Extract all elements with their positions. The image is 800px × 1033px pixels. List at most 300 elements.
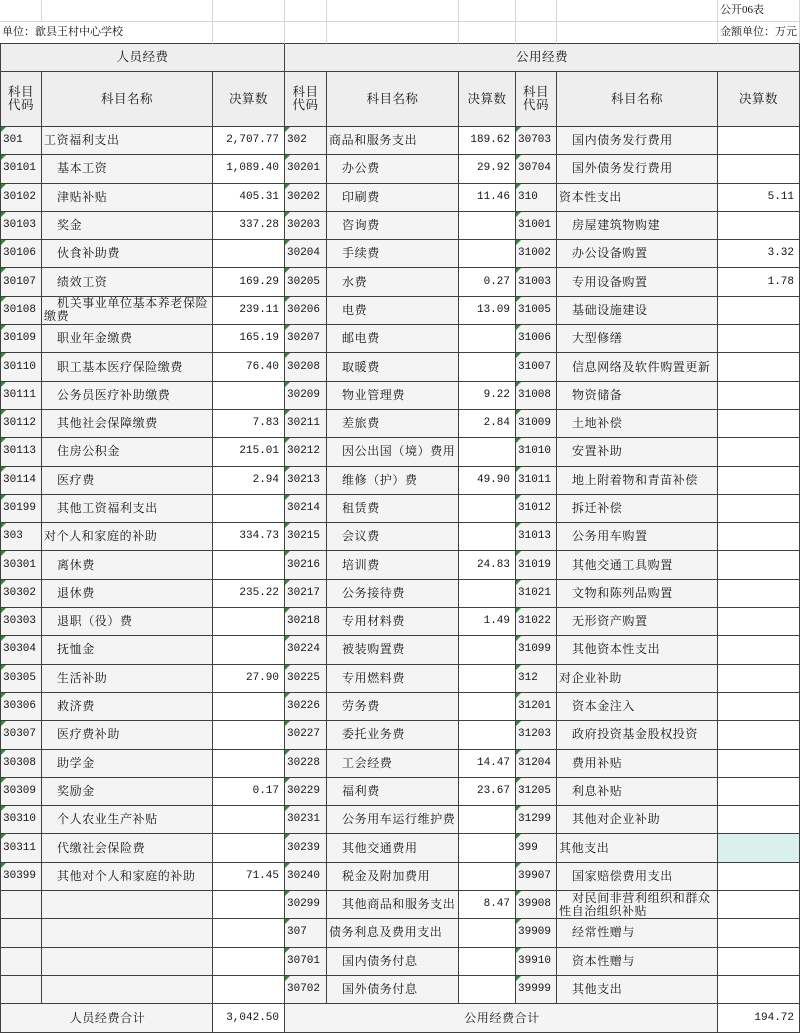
public-a-subject-code-cell[interactable] <box>285 382 327 410</box>
public-b-amount[interactable] <box>718 325 800 353</box>
personnel-amount[interactable]: 165.19 <box>213 325 285 353</box>
personnel-subject-name[interactable]: 助学金 <box>42 750 213 778</box>
public-a-subject-code-cell[interactable] <box>285 410 327 438</box>
public-b-subject-code-cell[interactable] <box>516 184 557 212</box>
public-a-subject-code-cell[interactable] <box>285 721 327 749</box>
empty-cell[interactable] <box>213 22 285 44</box>
public-b-subject-code-cell[interactable] <box>516 155 557 183</box>
public-b-subject-name[interactable]: 费用补贴 <box>557 750 718 778</box>
public-b-subject-code-cell[interactable] <box>516 212 557 240</box>
public-a-subject-name[interactable]: 专用燃料费 <box>327 665 459 693</box>
public-b-subject-code-cell[interactable] <box>516 750 557 778</box>
personnel-subject-name[interactable]: 生活补助 <box>42 665 213 693</box>
public-a-amount[interactable]: 9.22 <box>459 382 516 410</box>
public-a-amount[interactable] <box>459 806 516 834</box>
personnel-subject-name[interactable]: 退职（役）费 <box>42 608 213 636</box>
personnel-amount[interactable]: 239.11 <box>213 297 285 325</box>
public-b-subject-code-cell[interactable] <box>516 240 557 268</box>
table-number[interactable]: 公开06表 <box>718 0 800 22</box>
personnel-subject-code-cell[interactable] <box>0 636 42 664</box>
personnel-amount[interactable]: 0.17 <box>213 778 285 806</box>
public-b-amount[interactable] <box>718 665 800 693</box>
empty-cell[interactable] <box>285 22 327 44</box>
public-b-subject-name[interactable]: 无形资产购置 <box>557 608 718 636</box>
public-b-amount[interactable] <box>718 750 800 778</box>
empty-cell[interactable] <box>0 0 42 22</box>
personnel-amount[interactable] <box>213 382 285 410</box>
public-b-amount[interactable] <box>718 891 800 919</box>
personnel-subject-code-cell[interactable] <box>0 410 42 438</box>
personnel-subject-code-cell[interactable] <box>0 155 42 183</box>
personnel-subject-code-cell[interactable] <box>0 551 42 579</box>
personnel-subject-code-cell[interactable] <box>0 580 42 608</box>
public-a-amount-header[interactable]: 决算数 <box>459 72 516 127</box>
public-b-subject-code-cell[interactable] <box>516 948 557 976</box>
public-a-subject-code-cell[interactable] <box>285 240 327 268</box>
public-a-amount[interactable] <box>459 325 516 353</box>
public-b-subject-code-cell[interactable] <box>516 438 557 466</box>
public-b-subject-code-cell[interactable] <box>516 297 557 325</box>
public-a-amount[interactable]: 0.27 <box>459 268 516 296</box>
personnel-subject-name[interactable]: 奖励金 <box>42 778 213 806</box>
empty-cell[interactable] <box>327 0 459 22</box>
public-b-subject-name[interactable]: 政府投资基金股权投资 <box>557 721 718 749</box>
public-b-amount[interactable] <box>718 948 800 976</box>
public-b-amount[interactable] <box>718 721 800 749</box>
public-a-subject-code-cell[interactable] <box>285 438 327 466</box>
public-a-amount[interactable] <box>459 523 516 551</box>
currency-unit[interactable]: 金额单位：万元 <box>718 22 800 44</box>
personnel-subject-name[interactable]: 个人农业生产补贴 <box>42 806 213 834</box>
public-a-subject-code-cell[interactable] <box>285 551 327 579</box>
personnel-subject-name[interactable]: 医疗费补助 <box>42 721 213 749</box>
public-b-subject-name[interactable]: 基础设施建设 <box>557 297 718 325</box>
public-a-amount[interactable]: 189.62 <box>459 127 516 155</box>
public-a-amount[interactable]: 2.84 <box>459 410 516 438</box>
public-b-amount[interactable] <box>718 834 800 862</box>
public-b-subject-name[interactable]: 资本金注入 <box>557 693 718 721</box>
public-b-subject-name[interactable]: 专用设备购置 <box>557 268 718 296</box>
public-b-subject-name[interactable]: 其他资本性支出 <box>557 636 718 664</box>
public-b-amount[interactable] <box>718 551 800 579</box>
public-a-subject-name[interactable]: 培训费 <box>327 551 459 579</box>
public-b-subject-name[interactable]: 物资储备 <box>557 382 718 410</box>
public-a-amount[interactable] <box>459 693 516 721</box>
personnel-amount[interactable]: 215.01 <box>213 438 285 466</box>
public-a-subject-code-cell[interactable] <box>285 976 327 1004</box>
public-b-amount[interactable] <box>718 806 800 834</box>
public-b-subject-name[interactable]: 房屋建筑物购建 <box>557 212 718 240</box>
public-a-amount[interactable] <box>459 212 516 240</box>
public-b-amount[interactable]: 1.78 <box>718 268 800 296</box>
public-a-subject-name[interactable]: 会议费 <box>327 523 459 551</box>
personnel-subject-code-cell[interactable] <box>0 919 42 947</box>
public-b-amount[interactable] <box>718 580 800 608</box>
personnel-subject-code-cell[interactable] <box>0 806 42 834</box>
public-b-subject-code-cell[interactable] <box>516 636 557 664</box>
public-a-amount[interactable] <box>459 863 516 891</box>
public-a-subject-code-cell[interactable] <box>285 155 327 183</box>
public-a-subject-code-cell[interactable] <box>285 636 327 664</box>
public-b-subject-code-cell[interactable] <box>516 806 557 834</box>
public-b-subject-name[interactable]: 对企业补助 <box>557 665 718 693</box>
personnel-subject-code-cell[interactable] <box>0 382 42 410</box>
public-a-amount[interactable] <box>459 580 516 608</box>
public-a-subject-code-cell[interactable] <box>285 919 327 947</box>
personnel-amount[interactable]: 71.45 <box>213 863 285 891</box>
public-b-subject-name[interactable]: 大型修缮 <box>557 325 718 353</box>
public-b-subject-name[interactable]: 公务用车购置 <box>557 523 718 551</box>
public-b-subject-code-cell[interactable] <box>516 721 557 749</box>
personnel-subject-name[interactable] <box>42 919 213 947</box>
public-a-amount[interactable]: 11.46 <box>459 184 516 212</box>
personnel-amount[interactable] <box>213 721 285 749</box>
personnel-amount[interactable]: 235.22 <box>213 580 285 608</box>
personnel-amount[interactable]: 2,707.77 <box>213 127 285 155</box>
public-b-subject-code-cell[interactable] <box>516 127 557 155</box>
public-total-label[interactable]: 公用经费合计 <box>285 1004 718 1033</box>
personnel-subject-name[interactable] <box>42 891 213 919</box>
public-b-amount[interactable] <box>718 919 800 947</box>
public-b-amount[interactable] <box>718 212 800 240</box>
personnel-subject-code-cell[interactable] <box>0 721 42 749</box>
public-b-amount[interactable] <box>718 155 800 183</box>
public-a-amount[interactable] <box>459 438 516 466</box>
personnel-amount[interactable] <box>213 976 285 1004</box>
section-personnel-header[interactable]: 人员经费 <box>0 44 285 72</box>
public-a-subject-name[interactable]: 工会经费 <box>327 750 459 778</box>
public-b-amount[interactable] <box>718 636 800 664</box>
public-a-subject-code-cell[interactable] <box>285 184 327 212</box>
public-b-amount-header[interactable]: 决算数 <box>718 72 800 127</box>
public-b-subject-name[interactable]: 资本性赠与 <box>557 948 718 976</box>
public-a-subject-name[interactable]: 租赁费 <box>327 495 459 523</box>
personnel-subject-name[interactable]: 公务员医疗补助缴费 <box>42 382 213 410</box>
public-b-subject-name[interactable]: 办公设备购置 <box>557 240 718 268</box>
public-a-amount[interactable]: 13.09 <box>459 297 516 325</box>
public-b-subject-code-cell[interactable] <box>516 891 557 919</box>
public-b-amount[interactable] <box>718 353 800 381</box>
public-b-subject-name[interactable]: 其他交通工具购置 <box>557 551 718 579</box>
personnel-subject-name[interactable]: 奖金 <box>42 212 213 240</box>
public-b-amount[interactable] <box>718 523 800 551</box>
public-a-amount[interactable]: 49.90 <box>459 467 516 495</box>
personnel-subject-code-cell[interactable] <box>0 240 42 268</box>
public-a-subject-name[interactable]: 手续费 <box>327 240 459 268</box>
public-b-subject-name[interactable]: 文物和陈列品购置 <box>557 580 718 608</box>
public-a-name-header[interactable]: 科目名称 <box>327 72 459 127</box>
public-b-amount[interactable] <box>718 778 800 806</box>
empty-cell[interactable] <box>213 0 285 22</box>
personnel-amount[interactable] <box>213 608 285 636</box>
personnel-subject-name[interactable]: 职工基本医疗保险缴费 <box>42 353 213 381</box>
personnel-subject-name[interactable] <box>42 948 213 976</box>
personnel-amount-header[interactable]: 决算数 <box>213 72 285 127</box>
public-b-subject-name[interactable]: 地上附着物和青苗补偿 <box>557 467 718 495</box>
public-b-subject-code-cell[interactable] <box>516 580 557 608</box>
public-a-subject-code-cell[interactable] <box>285 212 327 240</box>
public-a-subject-name[interactable]: 国内债务付息 <box>327 948 459 976</box>
public-b-subject-code-cell[interactable] <box>516 325 557 353</box>
public-b-subject-code-cell[interactable] <box>516 778 557 806</box>
personnel-subject-code-cell[interactable] <box>0 495 42 523</box>
public-a-subject-code-cell[interactable] <box>285 268 327 296</box>
public-b-subject-code-cell[interactable] <box>516 919 557 947</box>
personnel-subject-code-cell[interactable] <box>0 834 42 862</box>
public-a-amount[interactable]: 8.47 <box>459 891 516 919</box>
personnel-amount[interactable] <box>213 834 285 862</box>
personnel-amount[interactable] <box>213 806 285 834</box>
personnel-subject-name[interactable]: 机关事业单位基本养老保险缴费 <box>42 297 213 325</box>
empty-cell[interactable] <box>459 0 516 22</box>
public-b-subject-name[interactable]: 信息网络及软件购置更新 <box>557 353 718 381</box>
public-a-subject-name[interactable]: 债务利息及费用支出 <box>327 919 459 947</box>
personnel-amount[interactable] <box>213 693 285 721</box>
public-b-amount[interactable] <box>718 863 800 891</box>
public-b-subject-name[interactable]: 对民间非营利组织和群众性自治组织补贴 <box>557 891 718 919</box>
empty-cell[interactable] <box>42 0 213 22</box>
public-a-subject-code-cell[interactable] <box>285 834 327 862</box>
personnel-amount[interactable]: 337.28 <box>213 212 285 240</box>
public-a-amount[interactable]: 24.83 <box>459 551 516 579</box>
personnel-subject-code-cell[interactable] <box>0 778 42 806</box>
empty-cell[interactable] <box>516 0 557 22</box>
public-b-subject-code-cell[interactable] <box>516 523 557 551</box>
public-a-code-header[interactable]: 科目代码 <box>285 72 327 127</box>
personnel-subject-name[interactable] <box>42 976 213 1004</box>
personnel-amount[interactable]: 2.94 <box>213 467 285 495</box>
empty-cell[interactable] <box>516 22 557 44</box>
personnel-subject-name[interactable]: 其他对个人和家庭的补助 <box>42 863 213 891</box>
public-a-amount[interactable] <box>459 495 516 523</box>
personnel-subject-name[interactable]: 其他社会保障缴费 <box>42 410 213 438</box>
public-b-subject-code-cell[interactable] <box>516 665 557 693</box>
public-a-amount[interactable] <box>459 240 516 268</box>
public-a-subject-code-cell[interactable] <box>285 580 327 608</box>
personnel-amount[interactable]: 27.90 <box>213 665 285 693</box>
public-b-amount[interactable] <box>718 608 800 636</box>
public-b-subject-name[interactable]: 经常性赠与 <box>557 919 718 947</box>
empty-cell[interactable] <box>459 22 516 44</box>
public-b-subject-code-cell[interactable] <box>516 353 557 381</box>
public-a-subject-code-cell[interactable] <box>285 750 327 778</box>
personnel-amount[interactable]: 169.29 <box>213 268 285 296</box>
personnel-subject-name[interactable]: 医疗费 <box>42 467 213 495</box>
personnel-amount[interactable]: 7.83 <box>213 410 285 438</box>
personnel-subject-name[interactable]: 抚恤金 <box>42 636 213 664</box>
public-a-subject-name[interactable]: 福利费 <box>327 778 459 806</box>
personnel-subject-name[interactable]: 离休费 <box>42 551 213 579</box>
personnel-subject-code-cell[interactable] <box>0 948 42 976</box>
public-a-subject-name[interactable]: 被装购置费 <box>327 636 459 664</box>
public-b-amount[interactable] <box>718 976 800 1004</box>
personnel-amount[interactable]: 1,089.40 <box>213 155 285 183</box>
public-a-subject-name[interactable]: 公务接待费 <box>327 580 459 608</box>
public-a-subject-code-cell[interactable] <box>285 353 327 381</box>
public-a-subject-name[interactable]: 其他商品和服务支出 <box>327 891 459 919</box>
public-a-subject-code-cell[interactable] <box>285 863 327 891</box>
public-total-amount[interactable]: 194.72 <box>718 1004 800 1033</box>
personnel-subject-code-cell[interactable] <box>0 976 42 1004</box>
public-a-subject-name[interactable]: 差旅费 <box>327 410 459 438</box>
personnel-subject-code-cell[interactable] <box>0 297 42 325</box>
personnel-subject-code-cell[interactable] <box>0 325 42 353</box>
personnel-subject-name[interactable]: 退休费 <box>42 580 213 608</box>
personnel-subject-code-cell[interactable] <box>0 467 42 495</box>
public-a-subject-name[interactable]: 公务用车运行维护费 <box>327 806 459 834</box>
public-a-subject-code-cell[interactable] <box>285 693 327 721</box>
personnel-subject-name[interactable]: 代缴社会保险费 <box>42 834 213 862</box>
public-b-subject-name[interactable]: 资本性支出 <box>557 184 718 212</box>
personnel-subject-code-cell[interactable] <box>0 665 42 693</box>
empty-cell[interactable] <box>557 22 718 44</box>
public-b-subject-code-cell[interactable] <box>516 495 557 523</box>
personnel-subject-code-cell[interactable] <box>0 184 42 212</box>
public-a-subject-code-cell[interactable] <box>285 608 327 636</box>
public-a-subject-name[interactable]: 办公费 <box>327 155 459 183</box>
public-a-amount[interactable]: 1.49 <box>459 608 516 636</box>
public-a-subject-name[interactable]: 咨询费 <box>327 212 459 240</box>
public-b-amount[interactable] <box>718 410 800 438</box>
public-a-subject-name[interactable]: 取暖费 <box>327 353 459 381</box>
public-b-subject-code-cell[interactable] <box>516 410 557 438</box>
personnel-subject-code-cell[interactable] <box>0 750 42 778</box>
public-a-amount[interactable]: 14.47 <box>459 750 516 778</box>
public-a-amount[interactable] <box>459 353 516 381</box>
public-b-amount[interactable] <box>718 693 800 721</box>
public-a-subject-code-cell[interactable] <box>285 523 327 551</box>
personnel-subject-code-cell[interactable] <box>0 438 42 466</box>
public-b-subject-name[interactable]: 国外债务发行费用 <box>557 155 718 183</box>
personnel-amount[interactable] <box>213 495 285 523</box>
public-b-amount[interactable]: 3.32 <box>718 240 800 268</box>
public-a-subject-name[interactable]: 商品和服务支出 <box>327 127 459 155</box>
public-a-amount[interactable] <box>459 636 516 664</box>
public-a-subject-code-cell[interactable] <box>285 948 327 976</box>
personnel-subject-code-cell[interactable] <box>0 523 42 551</box>
public-b-subject-code-cell[interactable] <box>516 976 557 1004</box>
personnel-subject-code-cell[interactable] <box>0 891 42 919</box>
personnel-subject-name[interactable]: 基本工资 <box>42 155 213 183</box>
empty-cell[interactable] <box>327 22 459 44</box>
public-b-amount[interactable] <box>718 297 800 325</box>
public-b-amount[interactable] <box>718 382 800 410</box>
personnel-amount[interactable] <box>213 551 285 579</box>
public-b-subject-name[interactable]: 国家赔偿费用支出 <box>557 863 718 891</box>
public-b-subject-code-cell[interactable] <box>516 551 557 579</box>
public-b-subject-name[interactable]: 国内债务发行费用 <box>557 127 718 155</box>
personnel-subject-code-cell[interactable] <box>0 212 42 240</box>
public-a-subject-name[interactable]: 专用材料费 <box>327 608 459 636</box>
personnel-amount[interactable] <box>213 636 285 664</box>
public-a-subject-name[interactable]: 水费 <box>327 268 459 296</box>
personnel-subject-code-cell[interactable] <box>0 353 42 381</box>
public-a-subject-name[interactable]: 其他交通费用 <box>327 834 459 862</box>
personnel-total-amount[interactable]: 3,042.50 <box>213 1004 285 1033</box>
personnel-amount[interactable] <box>213 891 285 919</box>
public-a-subject-code-cell[interactable] <box>285 297 327 325</box>
personnel-subject-code-cell[interactable] <box>0 268 42 296</box>
public-b-subject-code-cell[interactable] <box>516 834 557 862</box>
public-b-subject-name[interactable]: 其他支出 <box>557 976 718 1004</box>
empty-cell[interactable] <box>557 0 718 22</box>
public-a-subject-name[interactable]: 因公出国（境）费用 <box>327 438 459 466</box>
public-b-subject-name[interactable]: 安置补助 <box>557 438 718 466</box>
public-b-subject-code-cell[interactable] <box>516 268 557 296</box>
personnel-subject-name[interactable]: 其他工资福利支出 <box>42 495 213 523</box>
public-a-subject-name[interactable]: 维修（护）费 <box>327 467 459 495</box>
public-b-subject-code-cell[interactable] <box>516 467 557 495</box>
public-a-amount[interactable] <box>459 948 516 976</box>
personnel-subject-name[interactable]: 职业年金缴费 <box>42 325 213 353</box>
public-b-subject-name[interactable]: 土地补偿 <box>557 410 718 438</box>
public-b-subject-code-cell[interactable] <box>516 863 557 891</box>
personnel-amount[interactable] <box>213 240 285 268</box>
public-b-amount[interactable] <box>718 467 800 495</box>
public-a-subject-name[interactable]: 印刷费 <box>327 184 459 212</box>
personnel-subject-name[interactable]: 津贴补贴 <box>42 184 213 212</box>
public-a-subject-name[interactable]: 税金及附加费用 <box>327 863 459 891</box>
public-b-amount[interactable] <box>718 127 800 155</box>
public-a-subject-code-cell[interactable] <box>285 806 327 834</box>
public-a-subject-code-cell[interactable] <box>285 665 327 693</box>
personnel-amount[interactable]: 334.73 <box>213 523 285 551</box>
public-a-subject-code-cell[interactable] <box>285 127 327 155</box>
public-b-subject-name[interactable]: 其他对企业补助 <box>557 806 718 834</box>
public-a-subject-name[interactable]: 劳务费 <box>327 693 459 721</box>
personnel-name-header[interactable]: 科目名称 <box>42 72 213 127</box>
public-b-subject-code-cell[interactable] <box>516 382 557 410</box>
public-b-subject-name[interactable]: 利息补贴 <box>557 778 718 806</box>
personnel-subject-name[interactable]: 工资福利支出 <box>42 127 213 155</box>
section-public-header[interactable]: 公用经费 <box>285 44 800 72</box>
public-b-amount[interactable] <box>718 495 800 523</box>
public-a-subject-code-cell[interactable] <box>285 325 327 353</box>
public-b-amount[interactable] <box>718 438 800 466</box>
personnel-subject-code-cell[interactable] <box>0 608 42 636</box>
public-a-amount[interactable]: 29.92 <box>459 155 516 183</box>
public-b-amount[interactable]: 5.11 <box>718 184 800 212</box>
public-a-amount[interactable] <box>459 721 516 749</box>
public-a-amount[interactable] <box>459 919 516 947</box>
personnel-subject-code-cell[interactable] <box>0 863 42 891</box>
personnel-code-header[interactable]: 科目代码 <box>0 72 42 127</box>
personnel-subject-name[interactable]: 救济费 <box>42 693 213 721</box>
public-b-name-header[interactable]: 科目名称 <box>557 72 718 127</box>
public-a-subject-code-cell[interactable] <box>285 495 327 523</box>
public-a-subject-name[interactable]: 电费 <box>327 297 459 325</box>
public-a-subject-name[interactable]: 国外债务付息 <box>327 976 459 1004</box>
public-b-subject-code-cell[interactable] <box>516 693 557 721</box>
public-b-code-header[interactable]: 科目代码 <box>516 72 557 127</box>
unit-name[interactable]: 单位：歙县王村中心学校 <box>0 22 213 44</box>
personnel-amount[interactable] <box>213 919 285 947</box>
public-a-amount[interactable] <box>459 834 516 862</box>
personnel-subject-name[interactable]: 伙食补助费 <box>42 240 213 268</box>
personnel-total-label[interactable]: 人员经费合计 <box>0 1004 213 1033</box>
public-a-amount[interactable] <box>459 976 516 1004</box>
personnel-amount[interactable]: 405.31 <box>213 184 285 212</box>
empty-cell[interactable] <box>285 0 327 22</box>
public-a-subject-code-cell[interactable] <box>285 467 327 495</box>
public-b-subject-name[interactable]: 其他支出 <box>557 834 718 862</box>
public-a-subject-name[interactable]: 物业管理费 <box>327 382 459 410</box>
public-b-subject-name[interactable]: 拆迁补偿 <box>557 495 718 523</box>
public-a-amount[interactable]: 23.67 <box>459 778 516 806</box>
personnel-amount[interactable] <box>213 750 285 778</box>
public-a-subject-code-cell[interactable] <box>285 778 327 806</box>
personnel-subject-code-cell[interactable] <box>0 693 42 721</box>
